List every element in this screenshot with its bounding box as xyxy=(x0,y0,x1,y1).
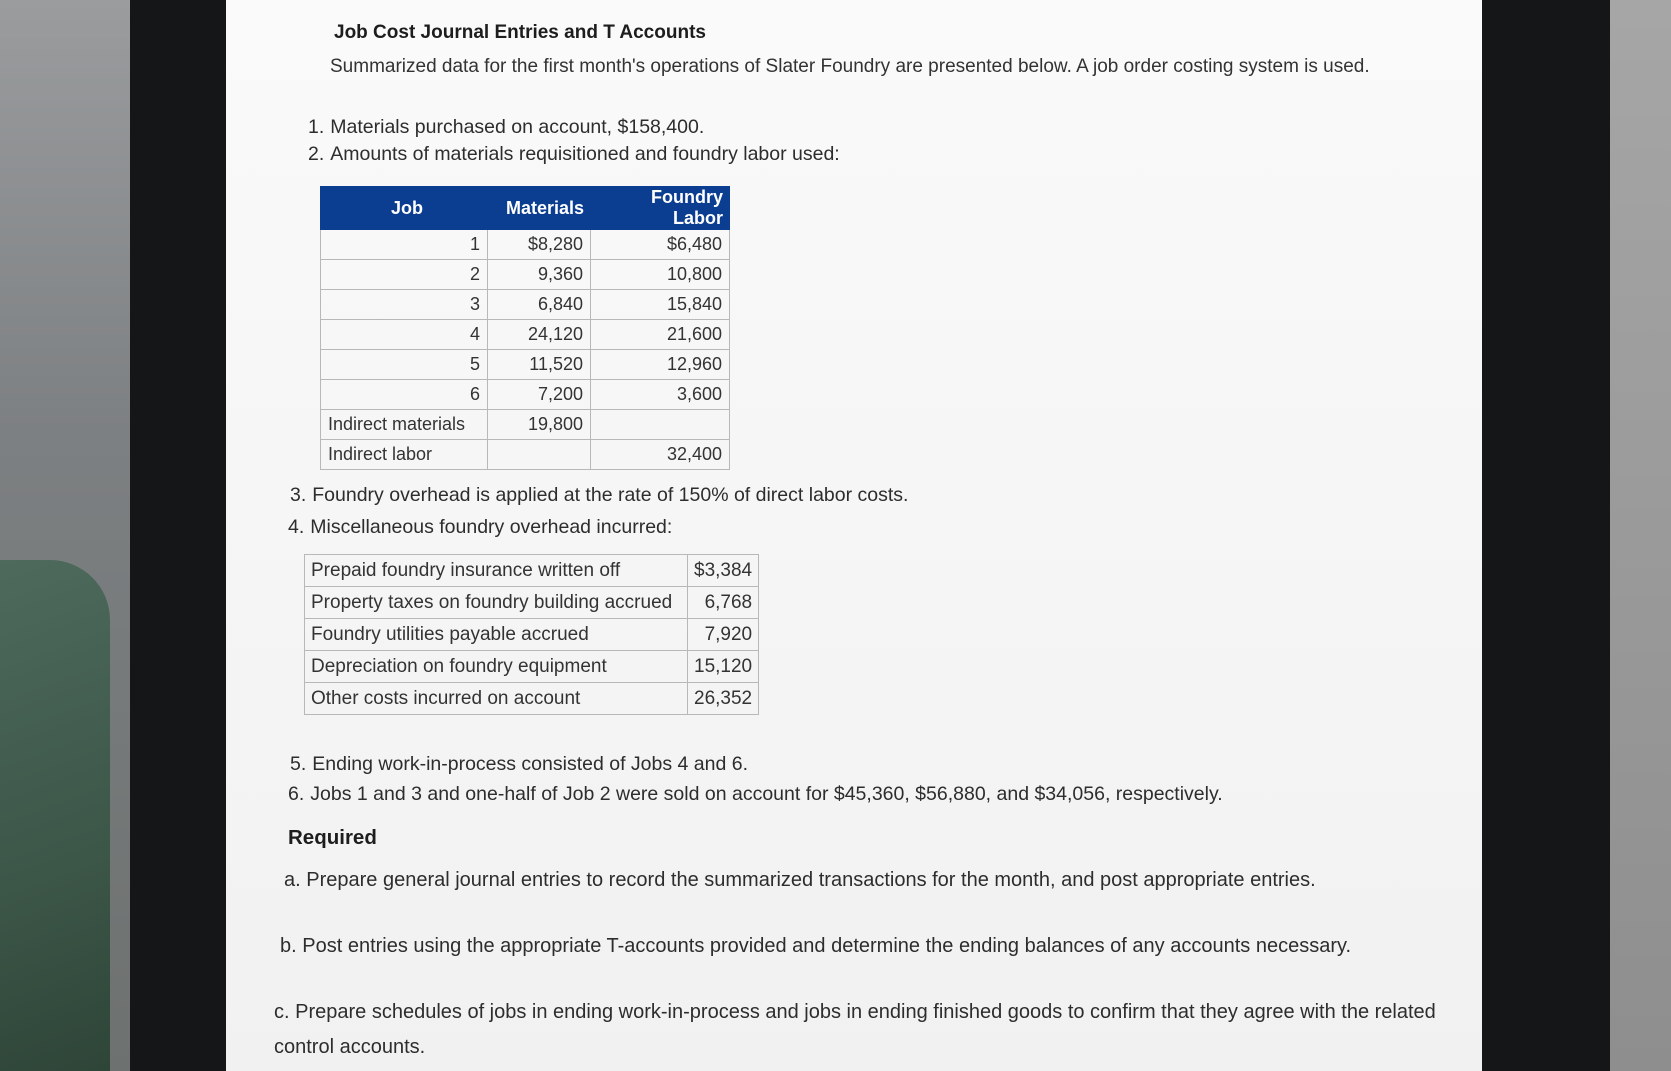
required-item-c: c. Prepare schedules of jobs in ending work-in-process and jobs in ending finished goods to confirm that they agree with the related control accounts. xyxy=(274,1001,1436,1058)
list-item-6: 6. Jobs 1 and 3 and one-half of Job 2 were sold on account for $45,360, $56,880, and $34,056, respectively. xyxy=(288,783,1223,805)
table-row: 3 6,840 15,840 xyxy=(321,290,730,320)
required-item-a: a. Prepare general journal entries to record the summarized transactions for the month, and post appropriate entries. xyxy=(284,869,1316,891)
table-row: Prepaid foundry insurance written off $3,384 xyxy=(305,555,759,587)
required-heading: Required xyxy=(288,826,377,849)
list-item-1: 1. Materials purchased on account, $158,400. xyxy=(308,116,705,138)
required-item-b: b. Post entries using the appropriate T-accounts provided and determine the ending balances of any accounts necessary. xyxy=(280,935,1352,957)
table-row: 5 11,520 12,960 xyxy=(321,350,730,380)
table-row: Indirect labor 32,400 xyxy=(321,440,730,470)
table-row: 1 $8,280 $6,480 xyxy=(321,230,730,260)
table-row: Depreciation on foundry equipment 15,120 xyxy=(305,651,759,683)
background-cloth xyxy=(0,560,110,1071)
list-item-4: 4. Miscellaneous foundry overhead incurred: xyxy=(288,516,673,538)
table-header-row xyxy=(321,187,730,230)
table-row: Foundry utilities payable accrued 7,920 xyxy=(305,619,759,651)
materials-labor-table xyxy=(320,186,730,470)
page-title: Job Cost Journal Entries and T Accounts xyxy=(334,22,706,43)
list-item-3: 3. Foundry overhead is applied at the rate of 150% of direct labor costs. xyxy=(290,484,909,506)
table-row: Property taxes on foundry building accrued 6,768 xyxy=(305,587,759,619)
header-foundry-labor: Foundry Labor xyxy=(591,187,730,230)
header-materials: Materials xyxy=(488,187,591,230)
table-row: Other costs incurred on account 26,352 xyxy=(305,683,759,715)
list-item-5: 5. Ending work-in-process consisted of Jobs 4 and 6. xyxy=(290,753,748,775)
table-row: 6 7,200 3,600 xyxy=(321,380,730,410)
intro-paragraph: Summarized data for the first month's operations of Slater Foundry are presented below. A job order costing system is used. xyxy=(330,56,1370,77)
background-right xyxy=(1601,0,1671,1071)
overhead-table xyxy=(304,554,759,715)
document-page xyxy=(226,0,1482,1071)
table-row: Indirect materials 19,800 xyxy=(321,410,730,440)
header-job: Job xyxy=(321,187,488,230)
table-row: 4 24,120 21,600 xyxy=(321,320,730,350)
table-row: 2 9,360 10,800 xyxy=(321,260,730,290)
list-item-2: 2. Amounts of materials requisitioned and foundry labor used: xyxy=(308,143,840,165)
